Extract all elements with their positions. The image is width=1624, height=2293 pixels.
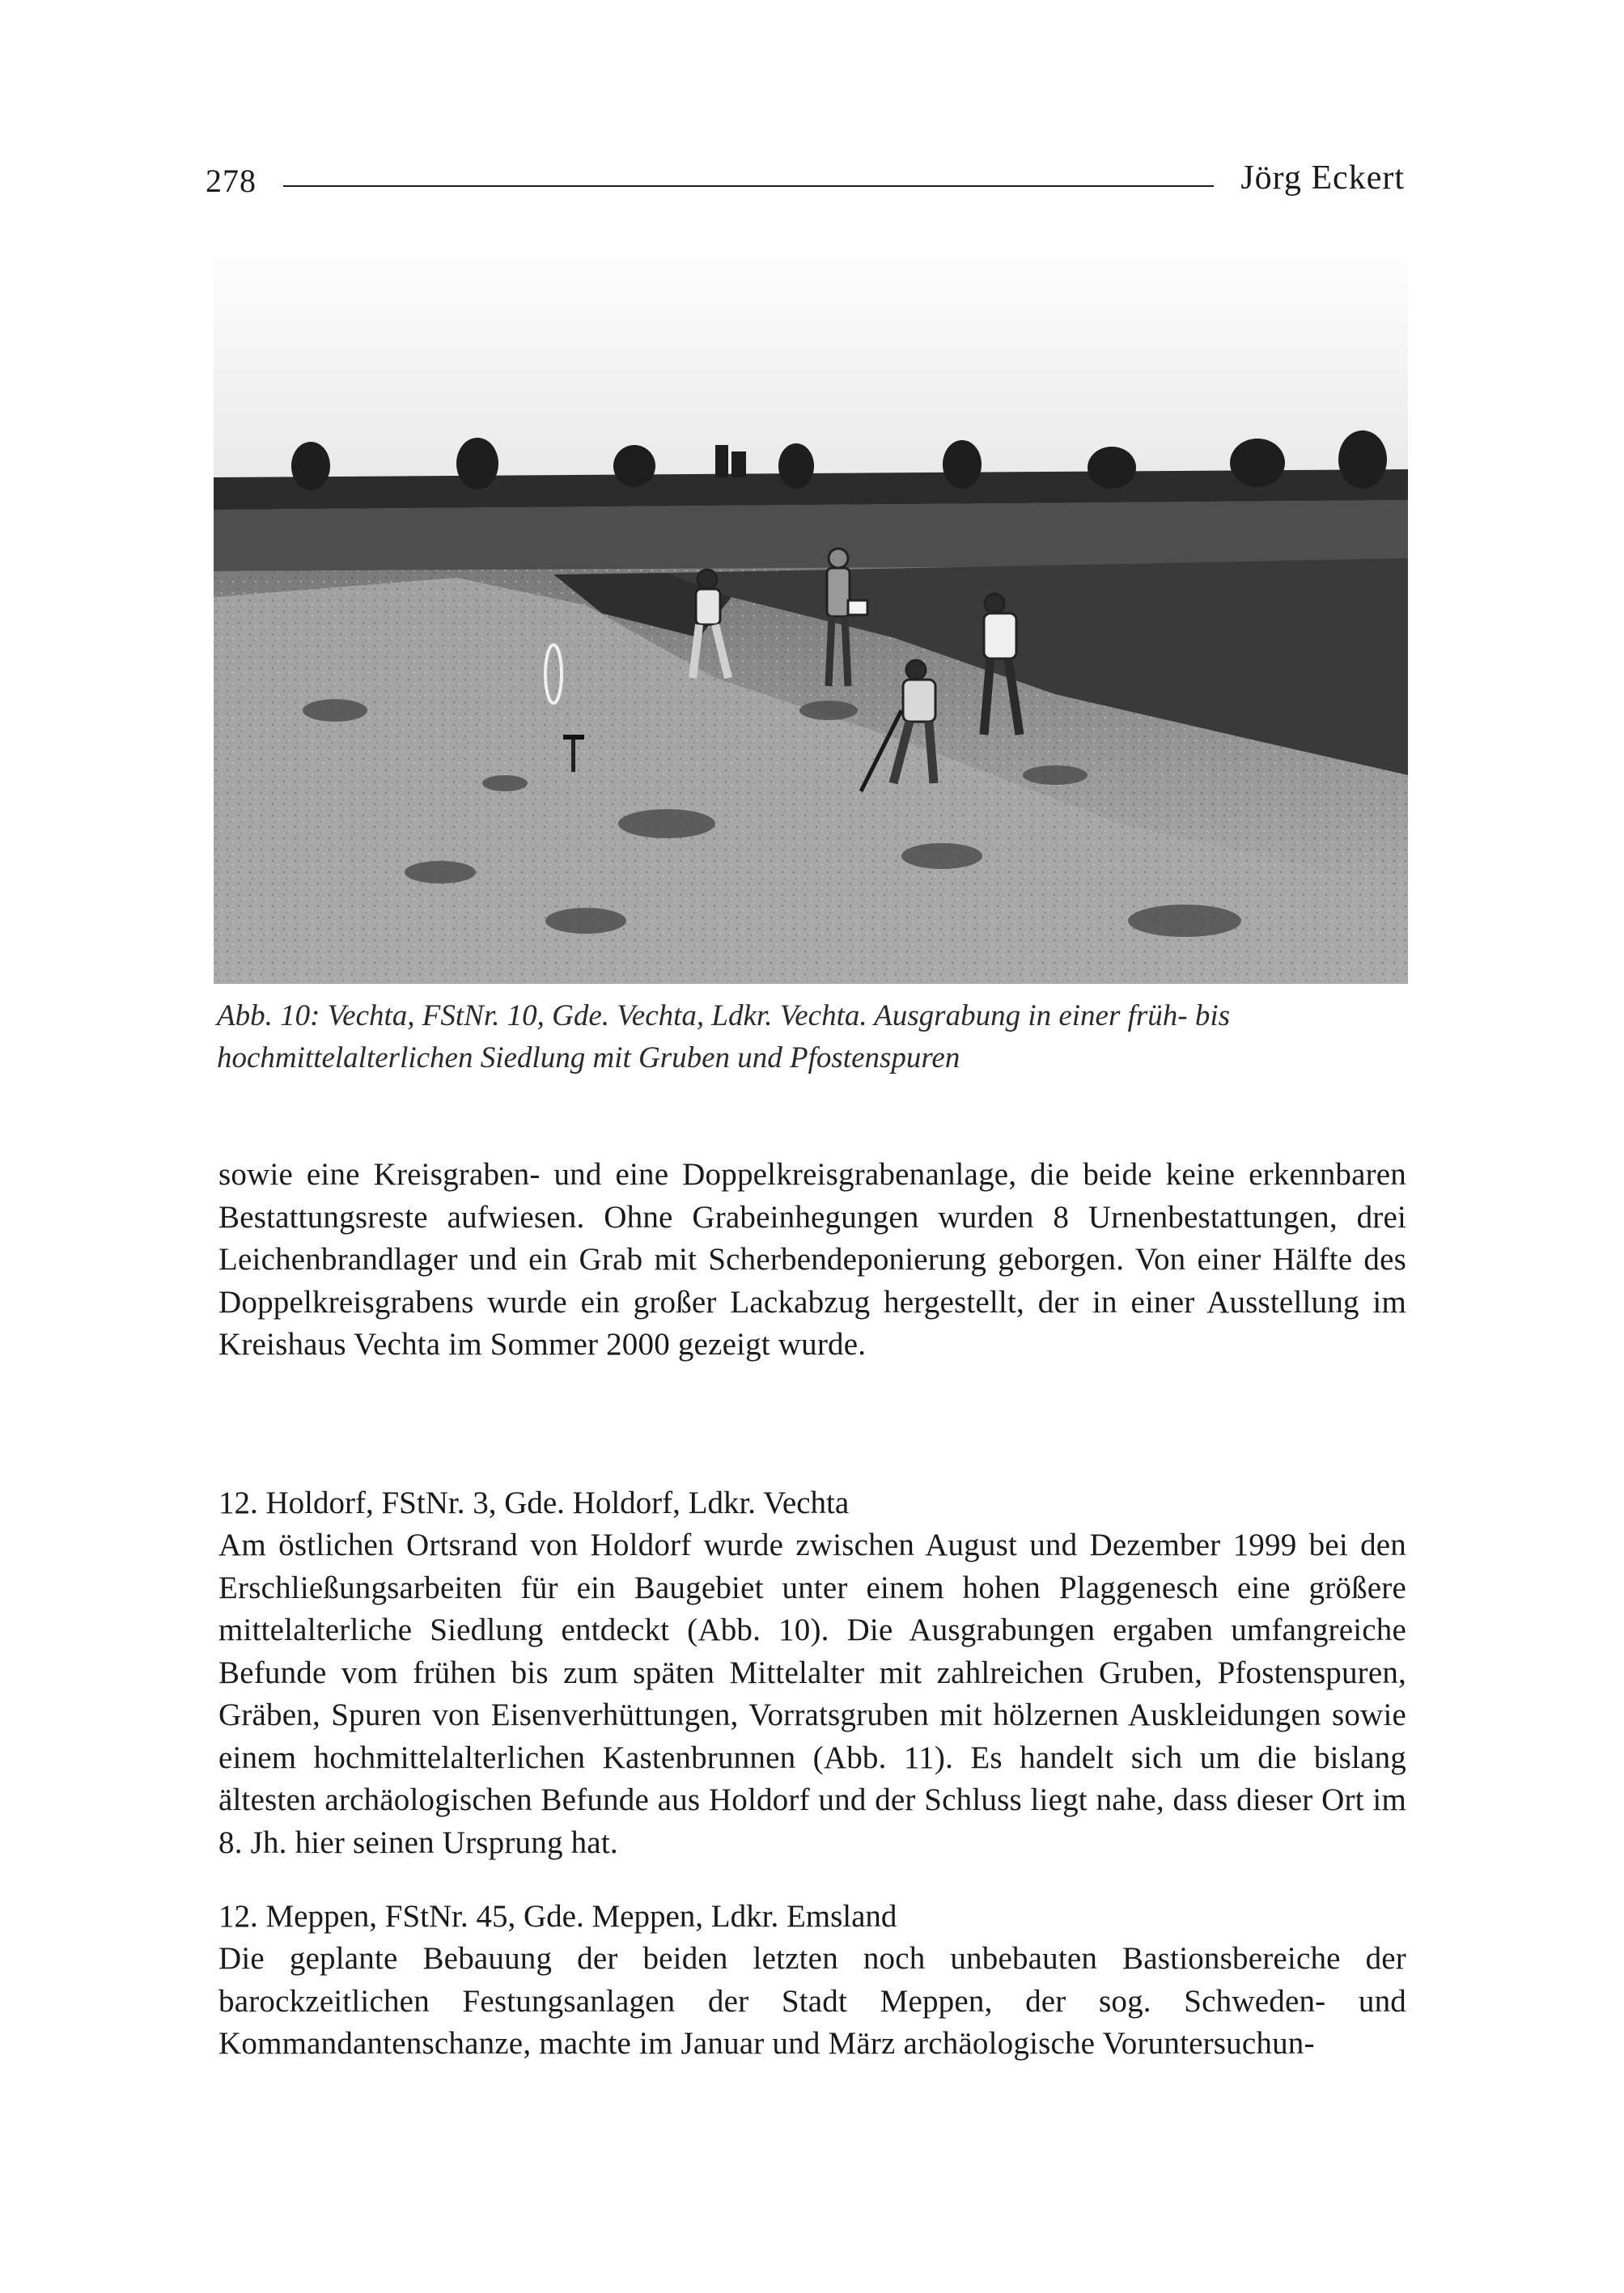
header-rule <box>283 185 1214 187</box>
excavation-photo <box>214 257 1408 984</box>
paragraph-meppen: Die geplante Bebauung der beiden letzten noch unbebauten Bastionsbereiche der barockzeitlichen Festungsanlagen der Stadt Meppen, der sog. Schweden- und Kommandantenschanze, machte im Januar und März archäologische Voruntersuchun- <box>218 1941 1406 2061</box>
paragraph-holdorf: Am östlichen Ortsrand von Holdorf wurde zwischen August und Dezember 1999 bei den Erschließungsarbeiten für ein Baugebiet unter einem hohen Plaggenesch eine größere mittelalterliche Siedlung entdeckt (Abb. 10). Die Ausgrabungen ergaben umfangreiche Befunde vom frühen bis zum späten Mittelalter mit zahlreichen Gruben, Pfostenspuren, Gräben, Spuren von Eisenverhüttungen, Vorratsgruben mit hölzernen Auskleidungen sowie einem hochmittelalterlichen Kastenbrunnen (Abb. 11). Es handelt sich um die bislang ältesten archäologischen Befunde aus Holdorf und der Schluss liegt nahe, dass dieser Ort im 8. Jh. hier seinen Ursprung hat. <box>218 1528 1406 1860</box>
section-heading-holdorf: 12. Holdorf, FStNr. 3, Gde. Holdorf, Ldkr. Vechta <box>218 1486 850 1520</box>
running-author: Jörg Eckert <box>1240 159 1405 197</box>
page-number: 278 <box>206 163 257 199</box>
section-heading-meppen: 12. Meppen, FStNr. 45, Gde. Meppen, Ldkr. Emsland <box>218 1899 897 1934</box>
paragraph-burial-sites: sowie eine Kreisgraben- und eine Doppelkreisgrabenanlage, die beide keine erkennbaren Bestattungsreste aufwiesen. Ohne Grabeinhegungen wurden 8 Urnenbestattungen, drei Leichenbrandlager und ein Grab mit Scherbendeponierung geborgen. Von einer Hälfte des Doppelkreisgrabens wurde ein großer Lackabzug hergestellt, der in einer Ausstellung im Kreishaus Vechta im Sommer 2000 gezeigt wurde. <box>218 1157 1406 1362</box>
figure-caption: Abb. 10: Vechta, FStNr. 10, Gde. Vechta, Ldkr. Vechta. Ausgrabung in einer früh- bis hochmittelalterlichen Siedlung mit Gruben und Pfostenspuren <box>217 999 1231 1074</box>
running-header <box>206 159 1405 207</box>
